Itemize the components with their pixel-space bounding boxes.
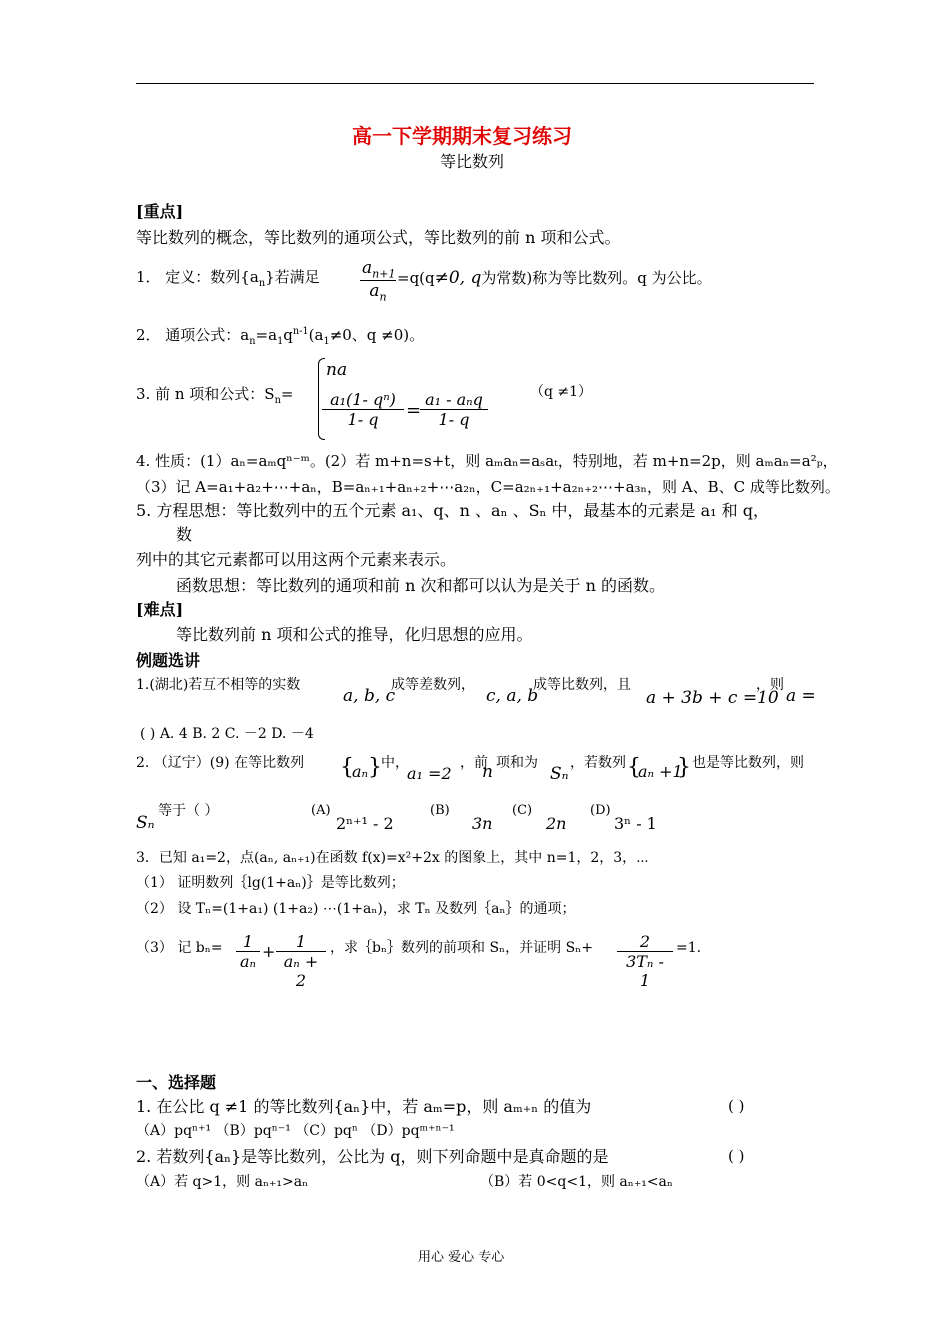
sum-formula-label: 3. 前 n 项和公式：$S_n=$ (136, 385, 294, 406)
key-points-heading: [重点] (136, 202, 184, 221)
example3-part2: （2） 设 Tₙ=(1+a₁) (1+a₂) ⋯(1+aₙ)，求 Tₙ 及数列｛aₙ｝的通项； (136, 901, 576, 917)
example2-optC-label: (C) (512, 803, 533, 818)
exercise2-answer-blank: ( ) (728, 1147, 745, 1165)
example2-brace-right: } (368, 755, 382, 780)
example1-text-a: 1.(湖北)若互不相等的实数 (136, 677, 301, 693)
example1-text-d: ，则 (756, 677, 784, 693)
example3-part3-c: =1. (676, 940, 702, 956)
example2-optD-label: (D) (590, 803, 611, 818)
example2-sn: Sₙ (550, 764, 569, 784)
definition-rest: =q(q≠0, q为常数)称为等比数列。q 为公比。 (397, 268, 712, 288)
page-footer: 用心 爱心 专心 (418, 1250, 505, 1265)
example2-an1: aₙ +1 (638, 762, 683, 781)
example2-sn2: Sₙ (136, 813, 155, 833)
key-points-intro: 等比数列的概念，等比数列的通项公式，等比数列的前 n 项和公式。 (136, 228, 621, 247)
example3-fraction-2: 1 aₙ + 2 (276, 932, 326, 990)
example1-choices: ( ) A. 4 B. 2 C. －2 D. －4 (140, 726, 314, 742)
example2-an: aₙ (352, 762, 369, 781)
equation-idea-line1b: 数 (176, 525, 193, 544)
exercise1-options: （A）pqⁿ⁺¹ （B）pqⁿ⁻¹ （C）pqⁿ （D）pqᵐ⁺ⁿ⁻¹ (136, 1123, 455, 1139)
example2-optA: 2ⁿ⁺¹ - 2 (336, 814, 394, 833)
exercises-heading: 一、选择题 (136, 1073, 217, 1092)
sum-fraction-2: a₁ - aₙq 1- q (420, 390, 488, 429)
example2-brace-left: { (340, 755, 354, 780)
exercise1-question: 1. 在公比 q ≠1 的等比数列{aₙ}中，若 aₘ=p，则 aₘ₊ₙ 的值为 (136, 1097, 592, 1116)
example2-text-g: 等于（ ） (158, 803, 219, 819)
example2-optB: 3n (472, 814, 493, 833)
sum-equals: = (406, 400, 422, 421)
example2-optB-label: (B) (430, 803, 450, 818)
definition-fraction: $a_{n+1}$ $a_n$ (362, 258, 396, 304)
difficulty-heading: [难点] (136, 600, 184, 619)
equation-idea-line1: 5. 方程思想：等比数列中的五个元素 a₁、q、n 、aₙ 、Sₙ 中，最基本的元素是 a₁ 和 q， (136, 501, 769, 520)
example1-abc: a, b, c (343, 686, 396, 706)
example1-a-eq: a = (786, 686, 816, 706)
example2-brace2-right: } (677, 755, 691, 780)
example1-text-b: 成等差数列， (391, 677, 475, 693)
example2-a1: a₁ =2 (407, 764, 452, 783)
example3-fraction-3: 2 3Tₙ - 1 (617, 932, 673, 990)
properties-line2: （3）记 A=a₁+a₂+⋯+aₙ，B=aₙ₊₁+aₙ₊₂+⋯a₂ₙ，C=a₂ₙ₊₁+a₂ₙ₊₂⋯+a₃ₙ，则 A、B、C 成等比数列。 (136, 478, 840, 496)
example2-text-e: ，若数列 (570, 755, 626, 771)
example1-text-c: 成等比数列，且 (533, 677, 631, 693)
equation-idea-line2: 列中的其它元素都可以用这两个元素来表示。 (136, 550, 457, 569)
example2-text-b: 中， (381, 755, 409, 771)
example2-brace2-left: { (627, 755, 641, 780)
page-subtitle: 等比数列 (440, 152, 505, 171)
example2-optA-label: (A) (311, 803, 331, 818)
example3-statement: 3．已知 a₁=2，点(aₙ, aₙ₊₁)在函数 f(x)=x²+2x 的图象上，其中 n=1，2，3，⋯ (136, 850, 649, 866)
examples-heading: 例题选讲 (136, 651, 201, 670)
example1-equation: a + 3b + c =10 (646, 688, 779, 708)
sum-case1: na (326, 360, 348, 380)
definition-text: 1． 定义：数列$\{a_n\}$若满足 (136, 268, 320, 289)
function-idea: 函数思想：等比数列的通项和前 n 次和都可以认为是关于 n 的函数。 (176, 576, 665, 595)
example3-part3-b: ，求｛bₙ｝数列的前项和 Sₙ，并证明 Sₙ+ (330, 940, 593, 956)
example2-optD: 3ⁿ - 1 (614, 814, 657, 833)
example3-part3-a: （3） 记 bₙ= (136, 940, 223, 956)
example3-plus: + (262, 942, 276, 961)
example2-text-d: 项和为 (496, 755, 538, 771)
example1-cab: c, a, b (486, 686, 539, 706)
header-rule (136, 83, 814, 84)
sum-fraction-1: a₁(1- qⁿ) 1- q (322, 390, 404, 429)
example2-text-a: 2. （辽宁）(9) 在等比数列 (136, 755, 305, 771)
exercise2-optionA: （A）若 q>1，则 aₙ₊₁>aₙ (136, 1174, 309, 1190)
difficulty-text: 等比数列前 n 项和公式的推导，化归思想的应用。 (176, 625, 533, 644)
exercise2-optionB: （B）若 0<q<1，则 aₙ₊₁<aₙ (480, 1174, 673, 1190)
sum-condition: （q ≠1） (530, 384, 593, 400)
example2-n: n (482, 762, 493, 782)
example2-optC: 2n (546, 814, 567, 833)
exercise1-answer-blank: ( ) (728, 1097, 745, 1115)
general-term: 2． 通项公式：$a_n=a_1q^{n-1}(a_1\ne 0$、q ≠0)。 (136, 326, 425, 347)
example2-text-f: 也是等比数列，则 (692, 755, 804, 771)
example3-fraction-1: 1 aₙ (236, 932, 260, 971)
example2-text-c: ，前 (460, 755, 488, 771)
page-title: 高一下学期期末复习练习 (352, 124, 572, 148)
exercise2-question: 2. 若数列{aₙ}是等比数列，公比为 q，则下列命题中是真命题的是 (136, 1147, 609, 1166)
properties-line1: 4. 性质：(1）aₙ=aₘqⁿ⁻ᵐ。(2）若 m+n=s+t，则 aₘaₙ=aₛaₜ，特别地，若 m+n=2p，则 aₘaₙ=a²ₚ， (136, 452, 838, 470)
example3-part1: （1） 证明数列｛lg(1+aₙ)｝是等比数列； (136, 875, 405, 891)
